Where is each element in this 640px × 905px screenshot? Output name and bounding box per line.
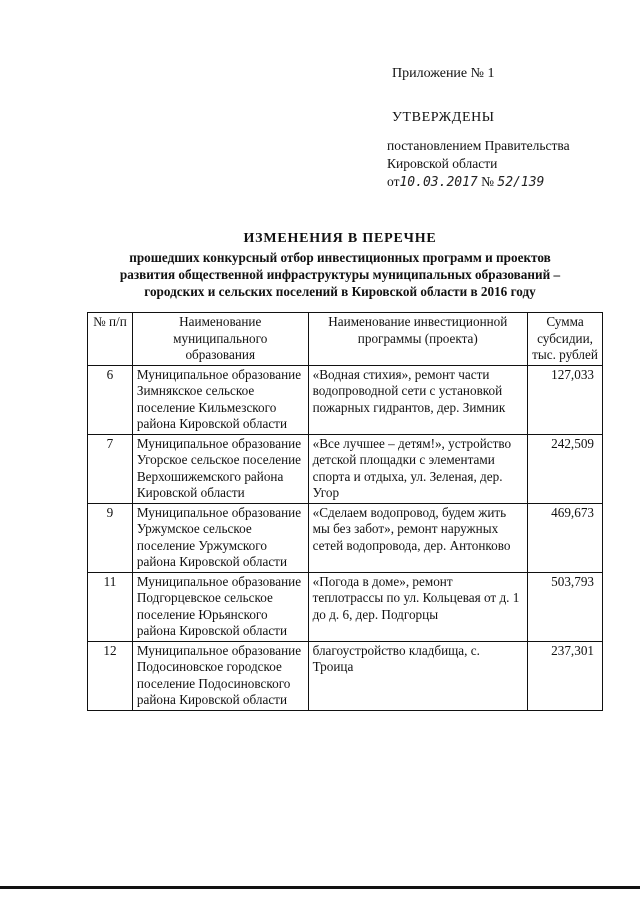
row-number: 6 <box>88 365 133 434</box>
row-number: 7 <box>88 434 133 503</box>
row-project: «Все лучшее – детям!», устройство детской площадки с элементами спорта и отдыха, ул. Зеленая, дер. Угор <box>308 434 527 503</box>
table-row <box>88 365 603 434</box>
row-sum: 237,301 <box>528 641 603 710</box>
row-municipality: Муниципальное образование Угорское сельское поселение Верхошижемского района Кировской области <box>132 434 308 503</box>
approved-label: УТВЕРЖДЕНЫ <box>392 110 495 125</box>
decree-number: 52/139 <box>497 175 545 190</box>
table-row <box>88 641 603 710</box>
row-sum: 127,033 <box>528 365 603 434</box>
row-project: «Сделаем водопровод, будем жить мы без забот», ремонт наружных сетей водопровода, дер. Антонково <box>308 503 527 572</box>
header-sum: Сумма субсидии, тыс. рублей <box>528 313 603 366</box>
header-number: № п/п <box>88 313 133 366</box>
table-row <box>88 572 603 641</box>
subtitle-line-1: прошедших конкурсный отбор инвестиционных программ и проектов <box>129 250 551 265</box>
row-municipality: Муниципальное образование Подосиновское городское поселение Подосиновского района Кировской области <box>132 641 308 710</box>
row-number: 11 <box>88 572 133 641</box>
document-title: ИЗМЕНЕНИЯ В ПЕРЕЧНЕ <box>243 231 437 246</box>
row-project: благоустройство кладбища, с. Троица <box>308 641 527 710</box>
row-number: 12 <box>88 641 133 710</box>
bottom-rule <box>0 886 640 889</box>
decree-line-2: Кировской области <box>387 156 498 171</box>
table-row <box>88 503 603 572</box>
row-number: 9 <box>88 503 133 572</box>
table-header-row <box>88 313 603 366</box>
row-municipality: Муниципальное образование Уржумское сельское поселение Уржумского района Кировской области <box>132 503 308 572</box>
appendix-label: Приложение № 1 <box>392 66 495 81</box>
table-row <box>88 434 603 503</box>
decree-from: от <box>387 174 400 189</box>
row-sum: 503,793 <box>528 572 603 641</box>
row-project: «Водная стихия», ремонт части водопроводной сети с установкой пожарных гидрантов, дер. Зимник <box>308 365 527 434</box>
decree-block <box>387 137 627 192</box>
row-sum: 469,673 <box>528 503 603 572</box>
row-project: «Погода в доме», ремонт теплотрассы по ул. Кольцевая от д. 1 до д. 6, дер. Подгорцы <box>308 572 527 641</box>
projects-table <box>87 312 603 711</box>
header-municipality: Наименование муниципального образования <box>132 313 308 366</box>
document-heading <box>60 229 620 300</box>
subtitle-line-2: развития общественной инфраструктуры муниципальных образований – <box>119 267 561 282</box>
row-sum: 242,509 <box>528 434 603 503</box>
decree-line-1: постановлением Правительства <box>387 138 570 153</box>
row-municipality: Муниципальное образование Зимнякское сельское поселение Кильмезского района Кировской области <box>132 365 308 434</box>
subtitle-line-3: городских и сельских поселений в Кировской области в 2016 году <box>144 284 536 299</box>
decree-date: 10.03.2017 <box>399 175 478 190</box>
decree-line-3 <box>387 173 627 192</box>
decree-number-label: № <box>481 174 495 189</box>
row-municipality: Муниципальное образование Подгорцевское сельское поселение Юрьянского района Кировской области <box>132 572 308 641</box>
header-project: Наименование инвестиционной программы (проекта) <box>308 313 527 366</box>
